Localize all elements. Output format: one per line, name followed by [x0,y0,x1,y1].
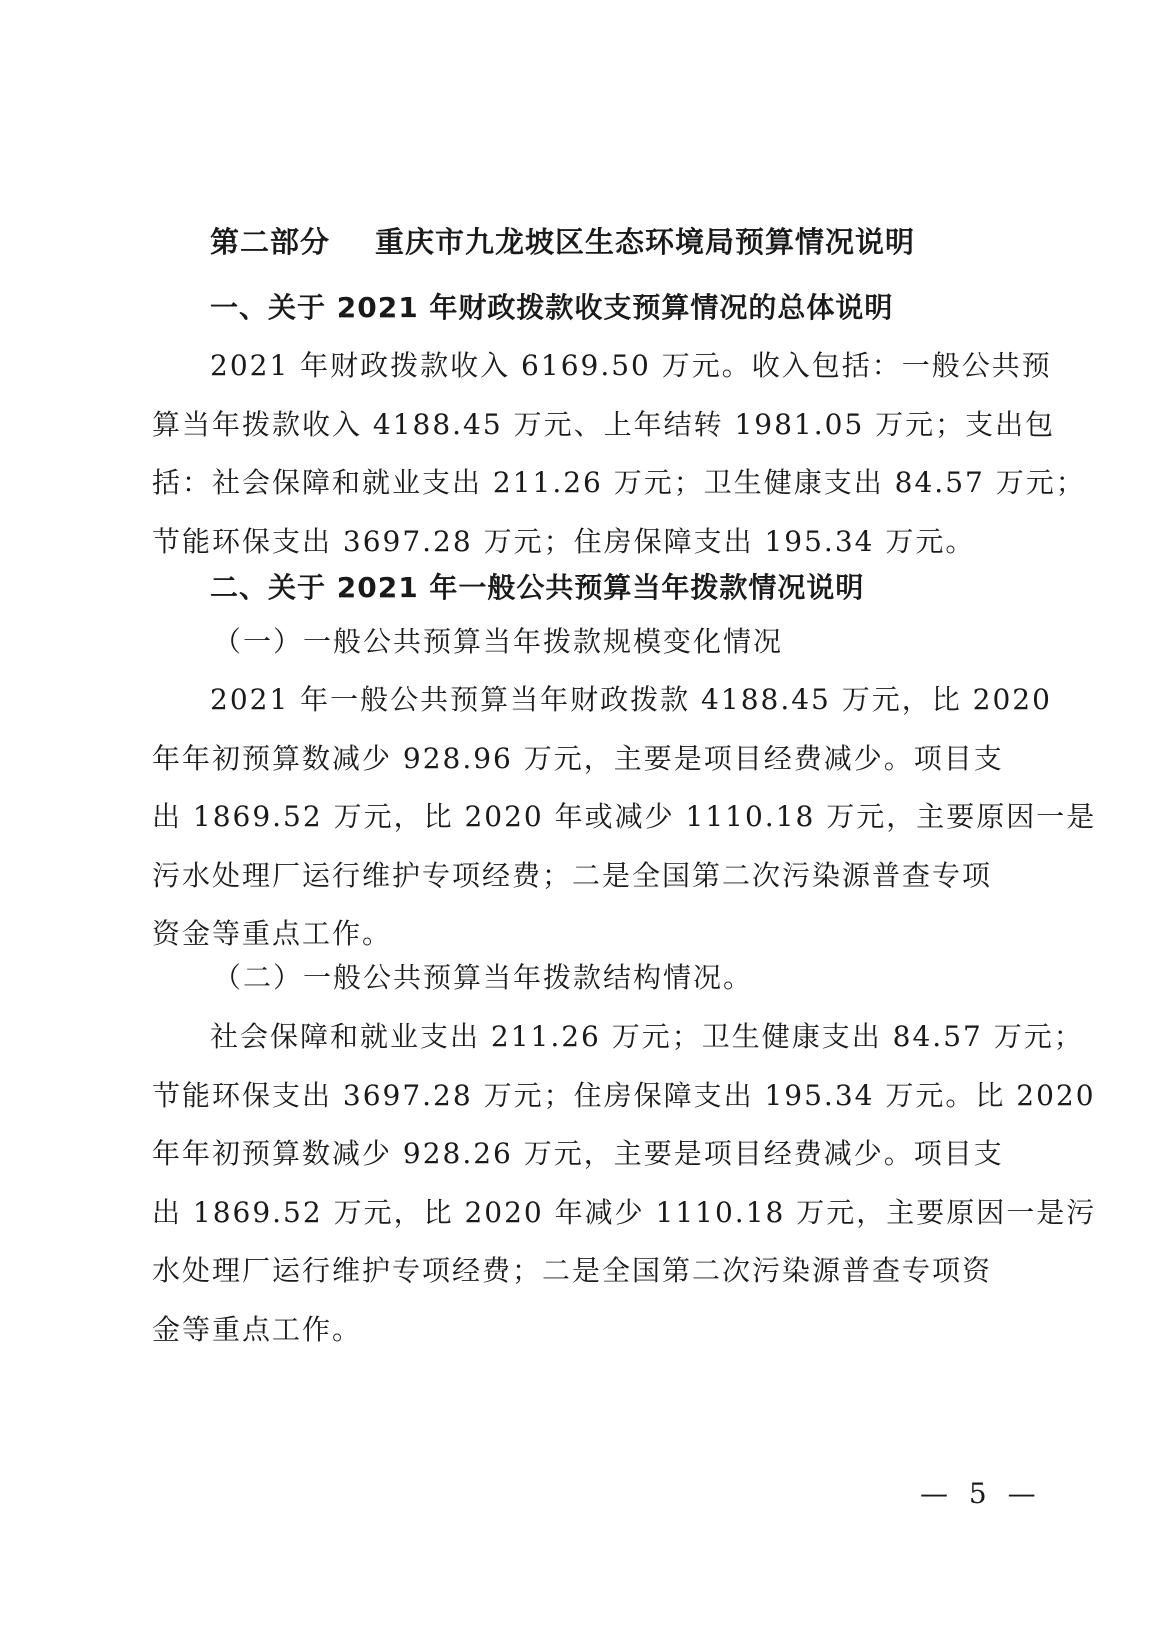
subsection2-paragraph [152,1008,1097,1359]
paragraph-line: 年年初预算数减少 928.96 万元，主要是项目经费减少。项目支 [152,741,1004,775]
paragraph-line: 括：社会保障和就业支出 211.26 万元；卫生健康支出 84.57 万元； [152,466,1086,499]
paragraph-line: 2021 年财政拨款收入 6169.50 万元。收入包括：一般公共预 [210,349,1052,382]
paragraph-line: 社会保障和就业支出 211.26 万元；卫生健康支出 84.57 万元； [210,1020,1084,1053]
section1-paragraph [152,337,1086,571]
subsection1-heading: （一）一般公共预算当年拨款规模变化情况 [213,625,784,658]
paragraph-line: 金等重点工作。 [152,1312,363,1346]
paragraph-line: 节能环保支出 3697.28 万元；住房保障支出 195.34 万元。比 2020 [152,1078,1096,1112]
paragraph-line: 污水处理厂运行维护专项经费；二是全国第二次污染源普查专项 [152,858,993,892]
subsection2-heading: （二）一般公共预算当年拨款结构情况。 [213,961,754,994]
paragraph-line: 年年初预算数减少 928.26 万元，主要是项目经费减少。项目支 [152,1137,1004,1170]
paragraph-line: 节能环保支出 3697.28 万元；住房保障支出 195.34 万元。 [152,524,976,558]
subsection1-paragraph [152,671,1097,964]
paragraph-line: 资金等重点工作。 [152,917,393,950]
document-title [210,218,1030,266]
page-number: — 5 — [920,1477,1042,1510]
section2-heading: 二、关于 2021 年一般公共预算当年拨款情况说明 [210,571,865,604]
section1-heading: 一、关于 2021 年财政拨款收支预算情况的总体说明 [210,291,894,324]
paragraph-line: 2021 年一般公共预算当年财政拨款 4188.45 万元，比 2020 [210,683,1052,716]
title-part-label: 第二部分 [210,225,331,259]
paragraph-line: 出 1869.52 万元，比 2020 年或减少 1110.18 万元，主要原因一是 [152,800,1097,833]
paragraph-line: 水处理厂运行维护专项经费；二是全国第二次污染源普查专项资 [152,1254,993,1287]
paragraph-line: 出 1869.52 万元，比 2020 年减少 1110.18 万元，主要原因一是污 [152,1195,1097,1229]
title-main-text: 重庆市九龙坡区生态环境局预算情况说明 [375,225,916,259]
paragraph-line: 算当年拨款收入 4188.45 万元、上年结转 1981.05 万元；支出包 [152,407,1056,441]
